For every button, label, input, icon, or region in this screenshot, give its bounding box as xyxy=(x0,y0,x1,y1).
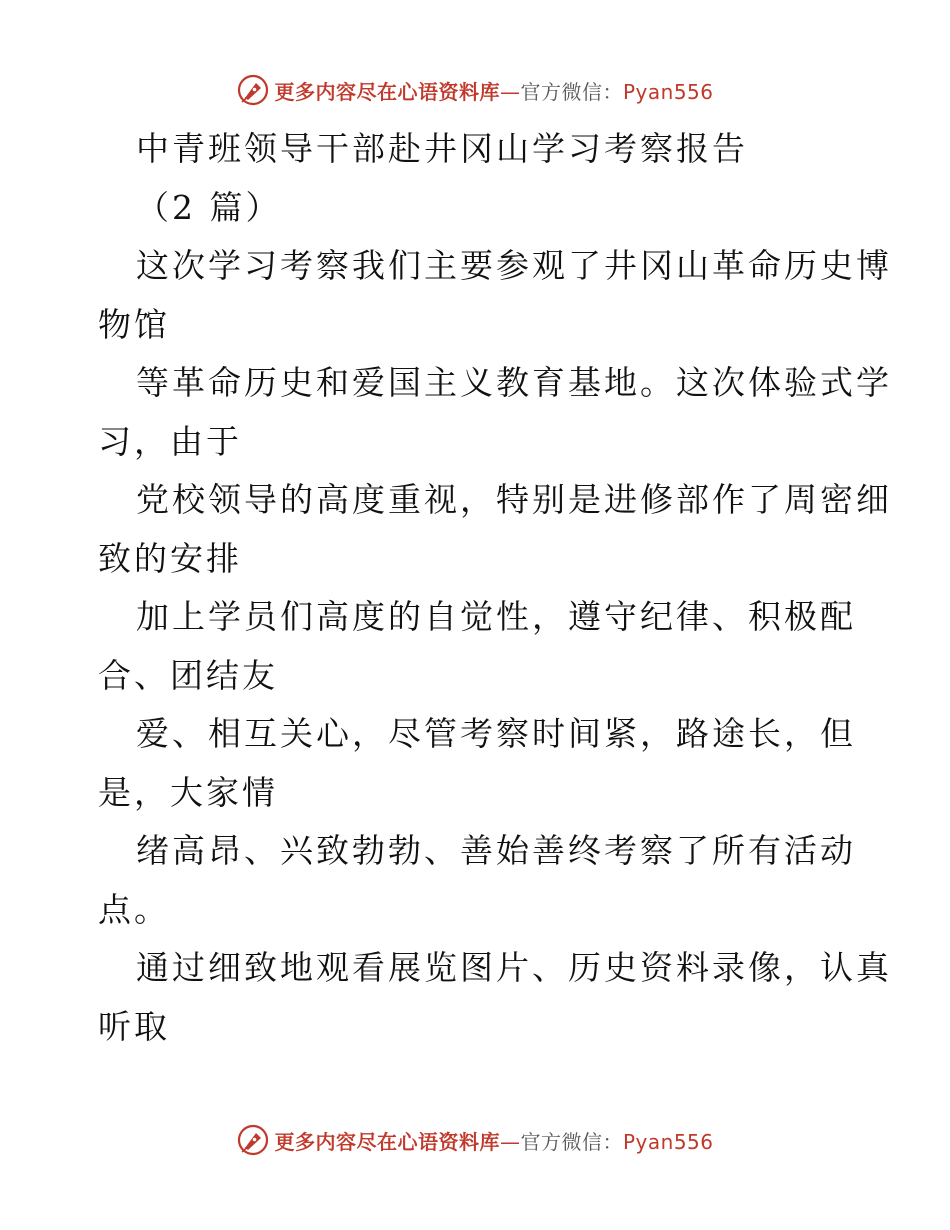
document-body xyxy=(98,120,892,1056)
paragraph-line: 这次学习考察我们主要参观了井冈山革命历史博 xyxy=(136,246,892,285)
header-watermark xyxy=(0,70,950,110)
watermark-wechat-label: 官方微信： xyxy=(520,1129,623,1154)
footer-watermark xyxy=(0,1120,950,1160)
paragraph-line: 听取 xyxy=(98,1006,170,1046)
paragraph-line: 习，由于 xyxy=(98,421,242,461)
paragraph-line: 爱、相互关心，尽管考察时间紧，路途长，但 xyxy=(136,714,856,753)
watermark-red-text: 更多内容尽在心语资料库 xyxy=(274,1129,500,1154)
paragraph-line: 是，大家情 xyxy=(98,772,278,812)
watermark-separator: — xyxy=(499,79,521,104)
pen-nib-logo-icon xyxy=(236,1123,270,1157)
paragraph-line: 合、团结友 xyxy=(98,655,278,695)
document-title: 中青班领导干部赴井冈山学习考察报告 xyxy=(136,129,748,168)
watermark-separator: — xyxy=(499,1129,521,1154)
paragraph-line: 物馆 xyxy=(98,304,170,344)
paragraph-line: 党校领导的高度重视，特别是进修部作了周密细 xyxy=(136,480,892,519)
watermark-red-text: 更多内容尽在心语资料库 xyxy=(274,79,500,104)
watermark-wechat-label: 官方微信： xyxy=(520,79,623,104)
paragraph-line: 加上学员们高度的自觉性，遵守纪律、积极配 xyxy=(136,597,856,636)
pen-nib-logo-icon xyxy=(236,73,270,107)
paragraph-line: 绪高昂、兴致勃勃、善始善终考察了所有活动 xyxy=(136,831,856,870)
paragraph-line: 点。 xyxy=(98,889,170,929)
watermark-wechat-id: Pyan556 xyxy=(622,79,714,104)
document-subtitle: （2 篇） xyxy=(136,187,282,227)
watermark-wechat-id: Pyan556 xyxy=(622,1129,714,1154)
paragraph-line: 致的安排 xyxy=(98,538,242,578)
paragraph-line: 通过细致地观看展览图片、历史资料录像，认真 xyxy=(136,948,892,987)
paragraph-line: 等革命历史和爱国主义教育基地。这次体验式学 xyxy=(136,363,892,402)
